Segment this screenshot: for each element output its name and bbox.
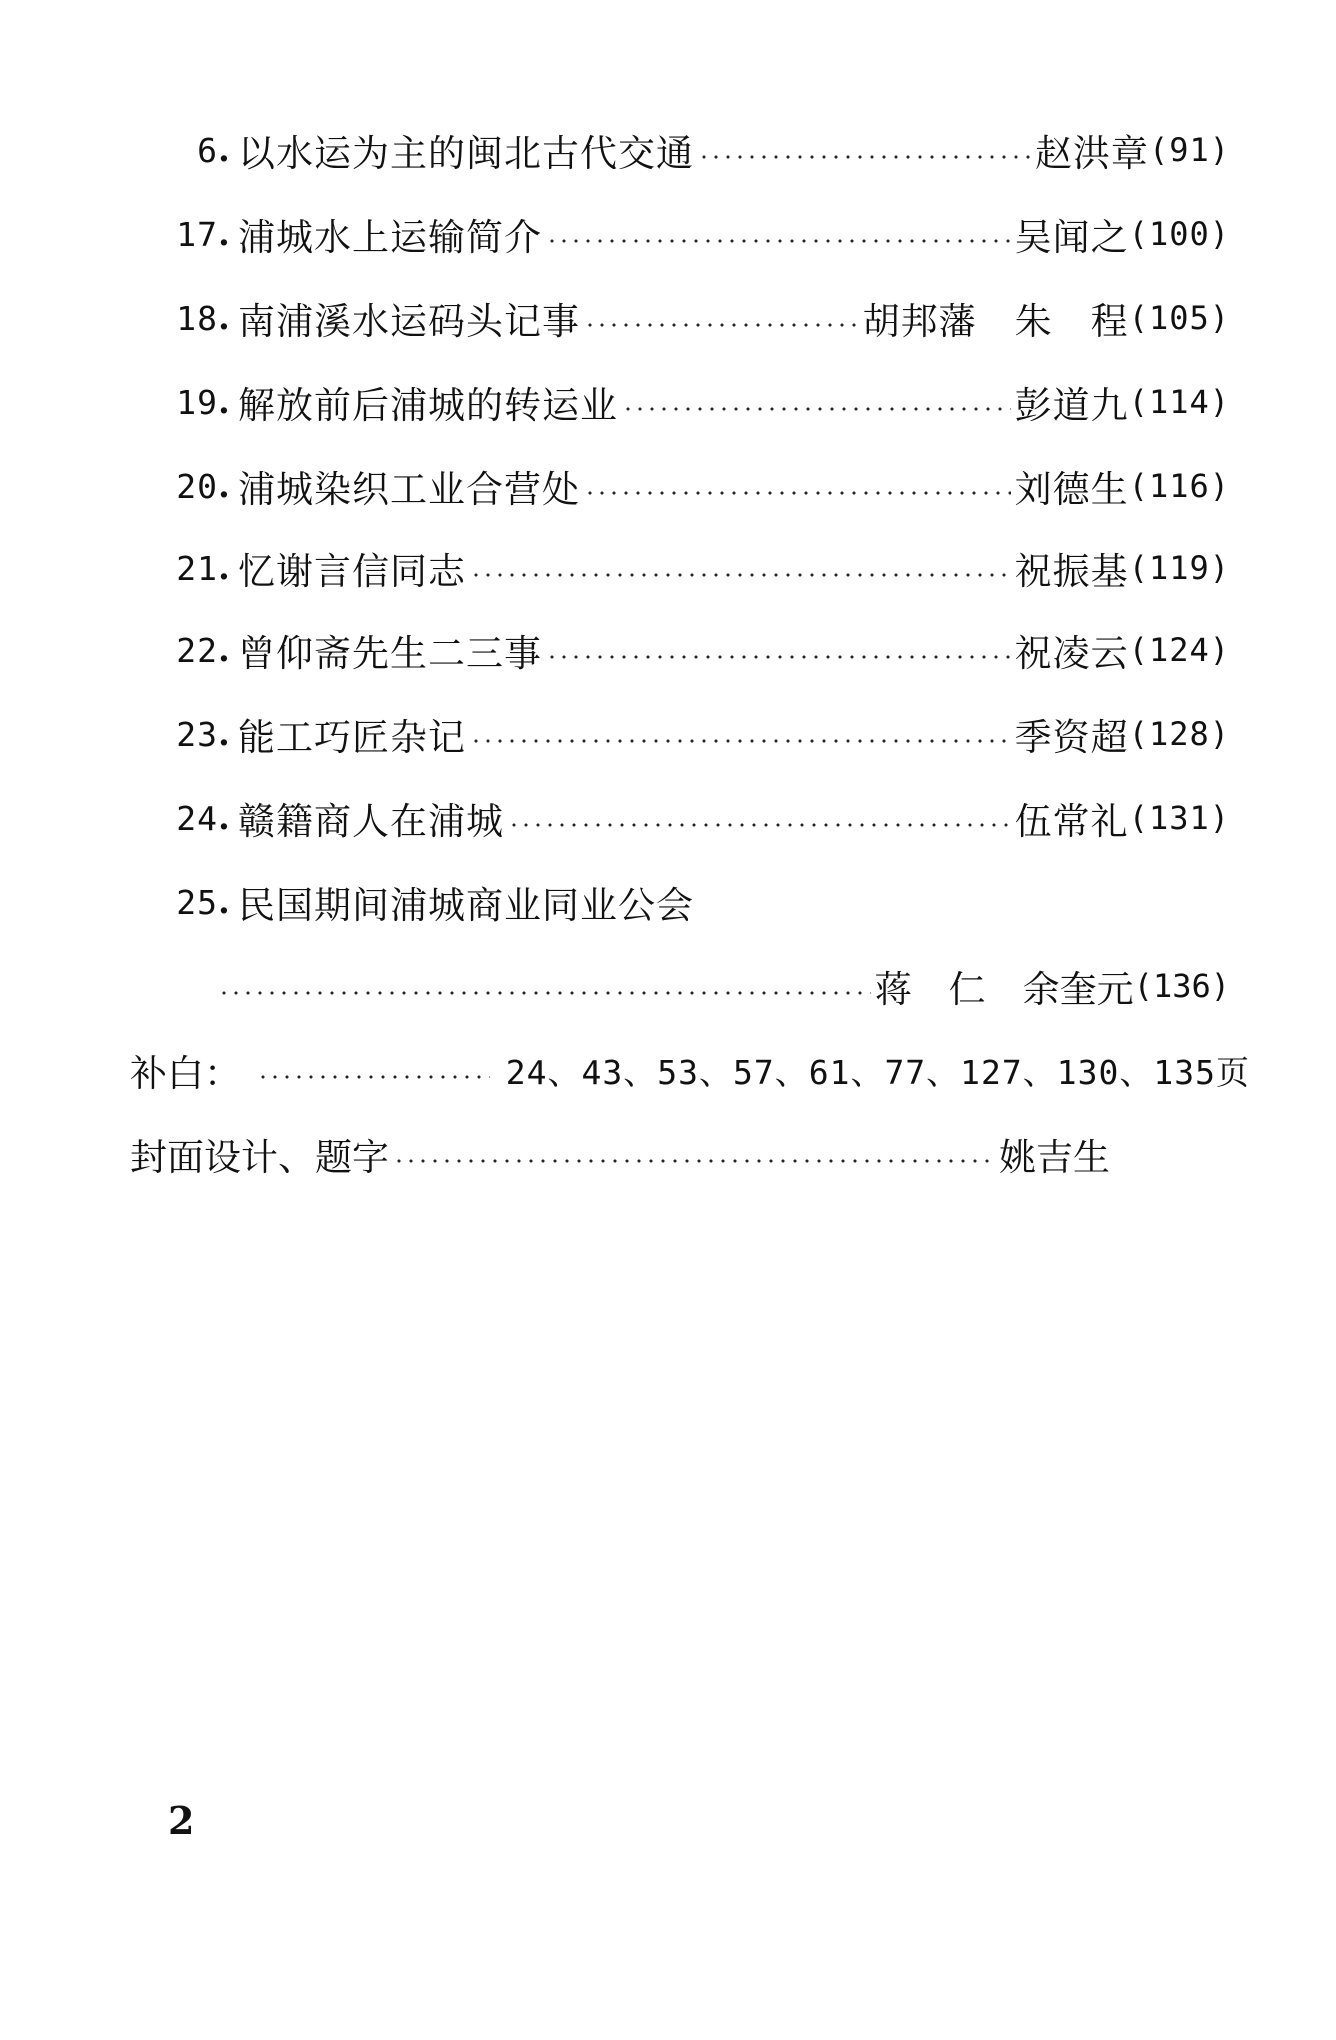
entry-author: 祝振基 bbox=[1014, 550, 1129, 593]
toc-entry-20: 20 . 浦城染织工业合营处 刘德生 (116) bbox=[130, 458, 1230, 514]
cover-credit bbox=[130, 1126, 1110, 1182]
entry-title: 曾仰斋先生二三事 bbox=[238, 632, 542, 675]
entry-page: (91) bbox=[1148, 131, 1230, 169]
entry-title: 解放前后浦城的转运业 bbox=[238, 384, 618, 427]
dot-leader bbox=[622, 407, 1011, 411]
entry-author: 伍常礼 bbox=[1014, 800, 1129, 843]
entry-number: 22 bbox=[176, 630, 218, 670]
entry-page: (105) bbox=[1128, 299, 1230, 337]
toc-entry-6: 6 . 以水运为主的闽北古代交通 赵洪章 (91) bbox=[130, 122, 1230, 178]
dot-leader bbox=[257, 1075, 490, 1079]
dot-leader bbox=[584, 323, 859, 327]
entry-title: 浦城染织工业合营处 bbox=[238, 468, 580, 511]
toc-entry-24: 24 . 赣籍商人在浦城 伍常礼 (131) bbox=[130, 790, 1230, 846]
entry-author: 彭道九 bbox=[1014, 384, 1129, 427]
toc-entry-25-continuation bbox=[218, 958, 1230, 1014]
entry-title: 南浦溪水运码头记事 bbox=[238, 300, 580, 343]
entry-author: 胡邦藩 朱 程 bbox=[862, 300, 1129, 343]
entry-title: 民国期间浦城商业同业公会 bbox=[238, 884, 694, 927]
entry-number: 18 bbox=[176, 298, 218, 338]
entry-author: 吴闻之 bbox=[1014, 216, 1129, 259]
dot-leader bbox=[546, 239, 1011, 243]
dot-leader bbox=[584, 491, 1011, 495]
entry-number: 17 bbox=[176, 214, 218, 254]
dot-leader bbox=[393, 1159, 995, 1163]
entry-author: 赵洪章 bbox=[1034, 132, 1149, 175]
dot-leader bbox=[698, 155, 1031, 159]
entry-page: (131) bbox=[1128, 799, 1230, 837]
filler-label: 补白： bbox=[130, 1052, 241, 1095]
dot-leader bbox=[508, 823, 1011, 827]
entry-page: (128) bbox=[1128, 715, 1230, 753]
entry-number: 6 bbox=[197, 130, 218, 170]
dot-leader bbox=[546, 655, 1011, 659]
entry-title: 忆谢言信同志 bbox=[238, 550, 466, 593]
filler-pages: 24、43、53、57、61、77、127、130、135页 bbox=[505, 1052, 1250, 1092]
toc-entry-25: 25 . 民国期间浦城商业同业公会 bbox=[130, 874, 1230, 930]
entry-page: (114) bbox=[1128, 383, 1230, 421]
entry-author: 刘德生 bbox=[1014, 468, 1129, 511]
toc-entry-21: 21 . 忆谢言信同志 祝振基 (119) bbox=[130, 540, 1230, 596]
dot-leader bbox=[218, 991, 871, 995]
toc-entry-23: 23 . 能工巧匠杂记 季资超 (128) bbox=[130, 706, 1230, 762]
cover-author: 姚吉生 bbox=[999, 1136, 1110, 1179]
entry-page: (100) bbox=[1128, 215, 1230, 253]
entry-number: 19 bbox=[176, 382, 218, 422]
toc-entry-17: 17 . 浦城水上运输简介 吴闻之 (100) bbox=[130, 206, 1230, 262]
toc-entry-18: 18 . 南浦溪水运码头记事 胡邦藩 朱 程 (105) bbox=[130, 290, 1230, 346]
entry-number: 23 bbox=[176, 714, 218, 754]
entry-number: 21 bbox=[176, 548, 218, 588]
toc-entry-22: 22 . 曾仰斋先生二三事 祝凌云 (124) bbox=[130, 622, 1230, 678]
toc-entry-19: 19 . 解放前后浦城的转运业 彭道九 (114) bbox=[130, 374, 1230, 430]
entry-author: 季资超 bbox=[1014, 716, 1129, 759]
cover-label: 封面设计、题字 bbox=[130, 1136, 389, 1179]
entry-page: (116) bbox=[1128, 467, 1230, 505]
entry-page: (119) bbox=[1128, 549, 1230, 587]
dot-leader bbox=[470, 573, 1011, 577]
entry-page: (136) bbox=[1133, 967, 1230, 1005]
entry-page: (124) bbox=[1128, 631, 1230, 669]
entry-title: 赣籍商人在浦城 bbox=[238, 800, 504, 843]
entry-number: 24 bbox=[176, 798, 218, 838]
entry-title: 以水运为主的闽北古代交通 bbox=[238, 132, 694, 175]
entry-number: 20 bbox=[176, 466, 218, 506]
filler-note bbox=[130, 1042, 1250, 1098]
dot-leader bbox=[470, 739, 1011, 743]
entry-author: 蒋 仁 余奎元 bbox=[874, 968, 1134, 1011]
page-number: 2 bbox=[168, 1798, 195, 1843]
entry-number: 25 bbox=[176, 882, 218, 922]
entry-author: 祝凌云 bbox=[1014, 632, 1129, 675]
entry-title: 浦城水上运输简介 bbox=[238, 216, 542, 259]
entry-title: 能工巧匠杂记 bbox=[238, 716, 466, 759]
